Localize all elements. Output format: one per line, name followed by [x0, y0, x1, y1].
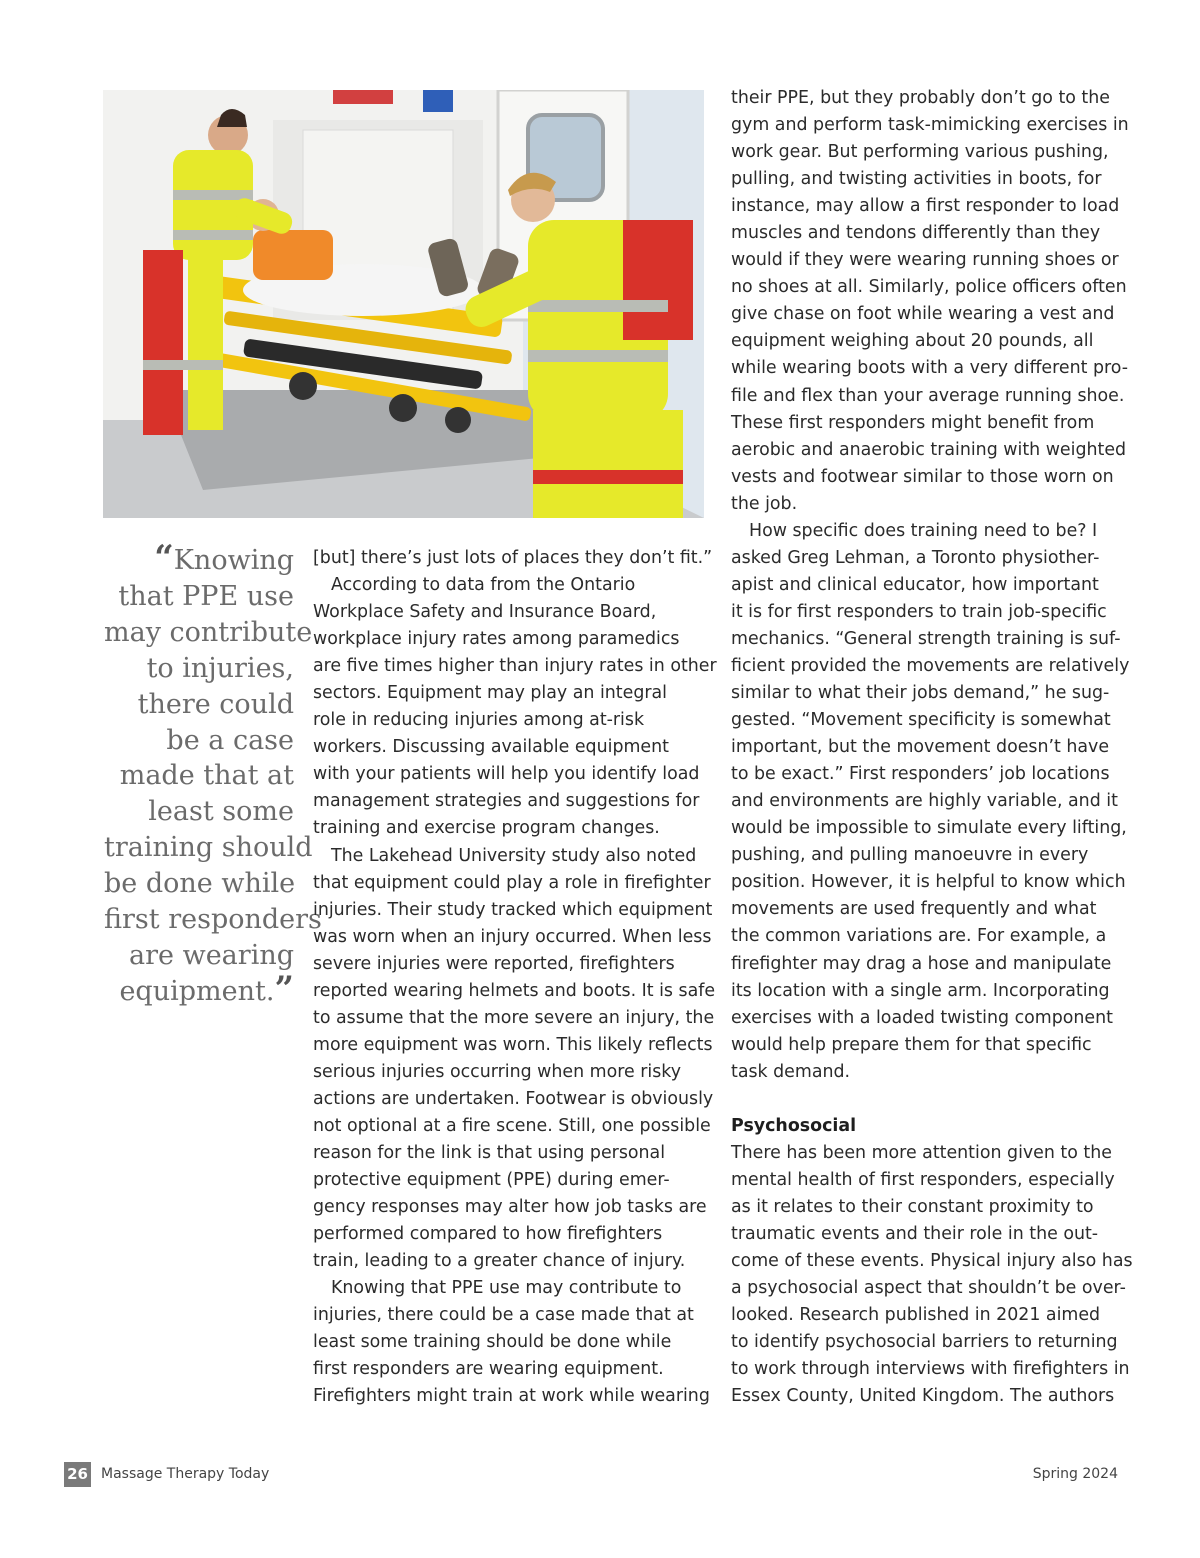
text-line: [but] there’s just lots of places they don’t fit.”: [313, 548, 713, 568]
text-line: vests and footwear similar to those worn on: [731, 466, 1114, 487]
text-line: protective equipment (PPE) during emer-: [313, 1170, 670, 1191]
pull-quote-line: “Knowing: [154, 538, 294, 578]
text-line: work gear. But performing various pushing,: [731, 142, 1109, 163]
text-line: mental health of first responders, especially: [731, 1169, 1115, 1190]
text-line: serious injuries occurring when more risky: [313, 1061, 682, 1082]
text-line: not optional at a fire scene. Still, one possible: [313, 1115, 711, 1136]
text-line: muscles and tendons differently than they: [731, 223, 1101, 244]
text-line: important, but the movement doesn’t have: [731, 737, 1110, 758]
text-line: gym and perform task-mimicking exercises in: [731, 115, 1129, 136]
text-line: give chase on foot while wearing a vest and: [731, 304, 1115, 325]
text-line: management strategies and suggestions for: [313, 791, 700, 812]
pull-quote-line: be a case: [166, 724, 294, 756]
article-column-right: [731, 85, 1133, 1410]
text-line: workplace injury rates among paramedics: [313, 629, 680, 650]
text-line: training and exercise program changes.: [313, 818, 660, 839]
text-line: gested. “Movement specificity is somewhat: [731, 710, 1111, 731]
text-line: its location with a single arm. Incorporating: [731, 980, 1110, 1001]
text-line: their PPE, but they probably don’t go to the: [731, 88, 1110, 108]
publication-name: Massage Therapy Today: [101, 1466, 270, 1482]
text-line: while wearing boots with a very different pro-: [731, 358, 1129, 379]
text-line: severe injuries were reported, firefighters: [313, 953, 675, 974]
pull-quote-line: made that at: [119, 760, 294, 792]
text-line: was worn when an injury occurred. When less: [313, 926, 712, 947]
text-line: workers. Discussing available equipment: [313, 737, 669, 758]
text-line: aerobic and anaerobic training with weighted: [731, 439, 1127, 460]
pull-quote-line: are wearing: [129, 939, 294, 971]
text-line: exercises with a loaded twisting component: [731, 1007, 1113, 1028]
text-line: to be exact.” First responders’ job locations: [731, 764, 1110, 785]
text-line: are five times higher than injury rates in other: [313, 656, 717, 677]
pull-quote-line: equipment.”: [119, 968, 294, 1009]
pull-quote: [104, 538, 322, 1010]
text-line: performed compared to how firefighters: [313, 1224, 663, 1245]
text-line: would help prepare them for that specific: [731, 1034, 1092, 1055]
text-line: Essex County, United Kingdom. The authors: [731, 1386, 1115, 1407]
text-line: to assume that the more severe an injury, the: [313, 1007, 715, 1028]
text-line: According to data from the Ontario: [331, 575, 636, 596]
pull-quote-line: that PPE use: [118, 580, 294, 612]
pull-quote-line: there could: [137, 688, 294, 720]
text-line: mechanics. “General strength training is suf-: [731, 628, 1121, 649]
text-line: ficient provided the movements are relatively: [731, 655, 1130, 676]
text-line: train, leading to a greater chance of injury.: [313, 1251, 686, 1272]
text-line: would if they were wearing running shoes or: [731, 250, 1119, 271]
text-line: reported wearing helmets and boots. It is safe: [313, 980, 716, 1001]
pull-quote-line: may contribute: [104, 616, 313, 648]
text-line: least some training should be done while: [313, 1332, 672, 1353]
text-line: file and flex than your average running shoe.: [731, 385, 1125, 406]
text-line: to identify psychosocial barriers to returning: [731, 1332, 1118, 1353]
text-line: pushing, and pulling manoeuvre in every: [731, 845, 1089, 866]
text-line: pulling, and twisting activities in boots, for: [731, 169, 1102, 190]
pull-quote-line: to injuries,: [146, 652, 294, 684]
text-line: and environments are highly variable, and it: [731, 791, 1118, 812]
text-line: it is for first responders to train job-specific: [731, 601, 1107, 622]
section-heading: Psychosocial: [731, 1115, 857, 1136]
text-line: There has been more attention given to the: [731, 1142, 1112, 1163]
text-line: would be impossible to simulate every lifting,: [731, 818, 1127, 839]
text-line: Firefighters might train at work while wearing: [313, 1386, 710, 1407]
text-line: gency responses may alter how job tasks are: [313, 1197, 707, 1218]
close-quote-mark: ”: [274, 968, 294, 1009]
text-line: as it relates to their constant proximity to: [731, 1196, 1094, 1217]
text-line: asked Greg Lehman, a Toronto physiother-: [731, 547, 1100, 568]
text-line: movements are used frequently and what: [731, 899, 1097, 920]
issue-date: Spring 2024: [1032, 1466, 1118, 1482]
text-line: Workplace Safety and Insurance Board,: [313, 602, 657, 623]
text-line: position. However, it is helpful to know which: [731, 872, 1126, 893]
pull-quote-line: first responders: [104, 904, 322, 936]
text-line: firefighter may drag a hose and manipulate: [731, 953, 1112, 974]
text-line: with your patients will help you identify load: [313, 764, 700, 785]
text-line: the common variations are. For example, a: [731, 926, 1107, 947]
text-line: The Lakehead University study also noted: [331, 845, 697, 866]
paramedics-photo-illustration: [103, 90, 704, 518]
pull-quote-line: training should: [104, 832, 313, 864]
text-line: traumatic events and their role in the out-: [731, 1223, 1099, 1244]
text-line: injuries. Their study tracked which equipment: [313, 899, 713, 920]
page-number: 26: [64, 1462, 91, 1487]
page-footer: [0, 1462, 1200, 1492]
open-quote-mark: “: [154, 538, 174, 578]
pull-quote-line: least some: [148, 796, 294, 828]
text-line: equipment weighing about 20 pounds, all: [731, 331, 1094, 352]
paragraph-gap: [731, 1086, 1126, 1113]
article-photo: [103, 90, 704, 518]
text-line: Knowing that PPE use may contribute to: [331, 1278, 682, 1299]
text-line: the job.: [731, 493, 798, 514]
text-line: injuries, there could be a case made that at: [313, 1305, 694, 1326]
text-line: a psychosocial aspect that shouldn’t be over-: [731, 1278, 1126, 1299]
text-line: role in reducing injuries among at-risk: [313, 710, 645, 731]
text-line: first responders are wearing equipment.: [313, 1359, 664, 1380]
text-line: to work through interviews with firefighters in: [731, 1359, 1130, 1380]
article-column-middle: [313, 545, 717, 1411]
pull-quote-line: be done while: [104, 868, 296, 900]
text-line: reason for the link is that using personal: [313, 1143, 666, 1164]
text-line: that equipment could play a role in firefighter: [313, 872, 711, 893]
text-line: come of these events. Physical injury also has: [731, 1251, 1133, 1272]
text-line: apist and clinical educator, how important: [731, 574, 1099, 595]
text-line: task demand.: [731, 1061, 851, 1082]
text-line: more equipment was worn. This likely reflects: [313, 1034, 713, 1055]
text-line: sectors. Equipment may play an integral: [313, 683, 667, 704]
text-line: looked. Research published in 2021 aimed: [731, 1305, 1101, 1326]
text-line: How specific does training need to be? I: [749, 520, 1098, 541]
text-line: no shoes at all. Similarly, police officers often: [731, 277, 1127, 298]
text-line: similar to what their jobs demand,” he sug-: [731, 683, 1110, 704]
text-line: instance, may allow a first responder to load: [731, 196, 1120, 217]
text-line: actions are undertaken. Footwear is obviously: [313, 1088, 714, 1109]
text-line: These first responders might benefit from: [731, 412, 1095, 433]
